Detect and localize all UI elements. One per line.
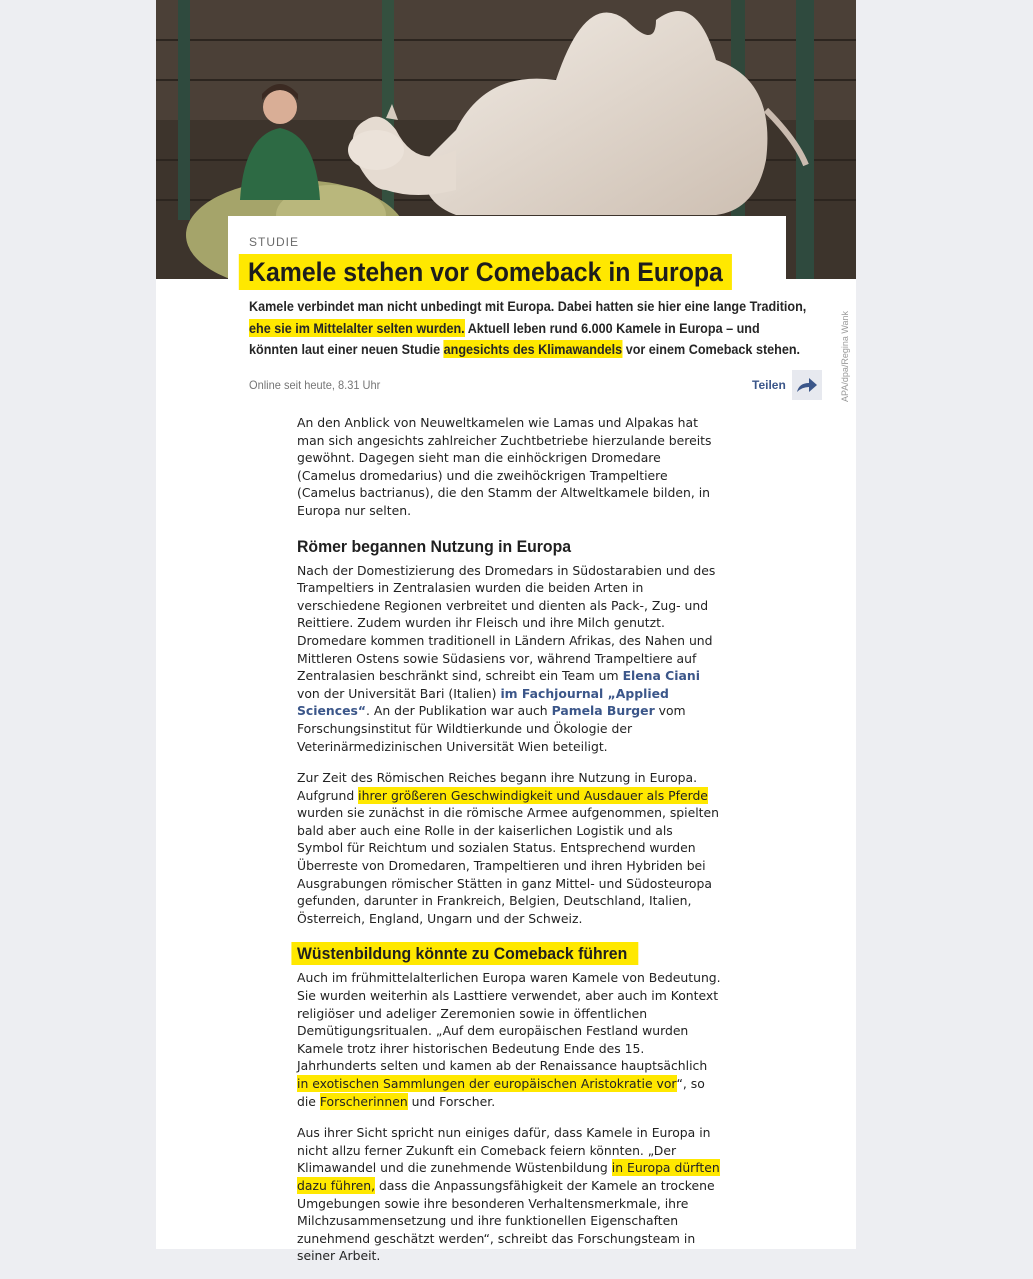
share-button[interactable] xyxy=(752,370,822,400)
link-elena-ciani[interactable]: Elena Ciani xyxy=(622,668,700,684)
share-arrow-icon[interactable] xyxy=(792,370,822,400)
text: “, so die xyxy=(297,1076,705,1109)
lead-highlight: ehe sie im Mittelalter selten wurden. xyxy=(249,319,465,336)
text: Zur Zeit des Römischen Reiches begann ihre Nutzung in Europa. Aufgrund xyxy=(297,770,698,803)
paragraph xyxy=(297,969,722,1110)
text: Auch im frühmittelalterlichen Europa waren Kamele von Bedeutung. Sie wurden weiterhin als Lasttiere verwendet, aber auch im Kontext religiöser und adeliger Zeremonien sowie in öffentlichen Demütigungsritualen. „Auf dem europäischen Festland wurden Kamele trotz ihrer historischen Bedeutung Ende des 15. Jahrhunderts selten und kamen ab der Renaissance hauptsächlich xyxy=(297,970,721,1074)
highlight: in Europa dürften dazu führen, xyxy=(297,1160,720,1193)
article-lead xyxy=(249,296,807,361)
text: und Forscher. xyxy=(407,1093,496,1109)
text: wurden sie zunächst in die römische Armee aufgenommen, spielten bald aber auch eine Rolle in der kaiserlichen Logistik und als Symbol für Reichtum und sozialen Status. Entsprechend wurden Überreste von Dromedaren, Trampeltieren und ihren Hybriden bei Ausgrabungen römischer Stätten in ganz Mittel- und Südosteuropa gefunden, darunter in Frankreich, Belgien, Deutschland, Italien, Österreich, England, Ungarn und der Schweiz. xyxy=(297,805,720,926)
link-applied-sciences[interactable]: im Fachjournal „Applied Sciences“ xyxy=(297,685,669,719)
lead-text: Aktuell leben rund 6.000 Kamele in Europa – und xyxy=(464,319,760,336)
paragraph xyxy=(297,769,722,927)
subheading xyxy=(297,942,692,965)
highlight: in exotischen Sammlungen der europäischen Aristokratie vor xyxy=(297,1076,677,1091)
lead-highlight: angesichts des Klimawandels xyxy=(443,341,623,357)
subheading-highlight: Wüstenbildung könnte zu Comeback führen xyxy=(291,942,638,965)
article-page xyxy=(156,0,856,1264)
text: dass die Anpassungsfähigkeit der Kamele an trockene Umgebungen sowie ihre besonderen Verhaltensmerkmale, ihre Milchzusammensetzung und ihre funktionellen Eigenschaften zunehmend geschätzt werden“, schreibt das Forschungsteam in seiner Arbeit. xyxy=(297,1177,715,1264)
kicker: STUDIE xyxy=(249,235,300,249)
lead-text: vor einem Comeback stehen. xyxy=(622,341,801,357)
highlight: Forscherinnen xyxy=(319,1093,408,1109)
article-title xyxy=(248,254,732,290)
title-highlight: Kamele stehen vor Comeback in Europa xyxy=(239,254,732,290)
publish-time: Online seit heute, 8.31 Uhr xyxy=(249,378,381,392)
text: Nach der Domestizierung des Dromedars in Südostarabien und des Trampeltiers in Zentralasien wurden die beiden Arten in verschiedene Regionen verbreitet und dienten als Pack-, Zug- und Reittiere. Zudem wurden ihr Fleisch und ihre Milch genutzt. Dromedare kommen traditionell in Ländern Afrikas, des Nahen und Mittleren Ostens sowie Südasiens vor, während Trampeltiere auf Zentralasien beschränkt sind, schreibt ein Team um xyxy=(297,562,716,684)
highlight: ihrer größeren Geschwindigkeit und Ausdauer als Pferde xyxy=(358,787,708,803)
share-label: Teilen xyxy=(752,378,786,392)
lead-text: könnten laut einer neuen Studie xyxy=(249,341,444,357)
text: . An der Publikation war auch xyxy=(366,703,552,719)
text: von der Universität Bari (Italien) xyxy=(297,685,501,701)
text: vom Forschungsinstitut für Wildtierkunde und Ökologie der Veterinärmedizinischen Universität Wien beteiligt. xyxy=(297,703,686,754)
lead-line xyxy=(249,318,760,340)
article-body xyxy=(297,414,722,1279)
paragraph xyxy=(297,562,722,756)
lead-line xyxy=(249,339,801,361)
paragraph xyxy=(297,1124,722,1265)
link-pamela-burger[interactable]: Pamela Burger xyxy=(551,703,655,719)
article-header xyxy=(228,216,807,416)
text: Aus ihrer Sicht spricht nun einiges dafür, dass Kamele in Europa in nicht allzu ferner Zukunft ein Comeback feiern könnten. „Der Klimawandel und die zunehmende Wüstenbildung xyxy=(297,1125,711,1176)
paragraph: An den Anblick von Neuweltkamelen wie Lamas und Alpakas hat man sich angesichts zahlreicher Zuchtbetriebe hierzulande bereits gewöhnt. Dagegen sieht man die einhöckrigen Dromedare (Camelus dromedarius) und die zweihöckrigen Trampeltiere (Camelus bactrianus), die den Stamm der Altweltkamele bilden, in Europa nur selten. xyxy=(297,415,712,518)
image-credit: APA/dpa/Regina Wank xyxy=(840,310,850,402)
subheading: Römer begannen Nutzung in Europa xyxy=(297,536,572,556)
lead-line: Kamele verbindet man nicht unbedingt mit Europa. Dabei hatten sie hier eine lange Tradition, xyxy=(249,298,807,314)
